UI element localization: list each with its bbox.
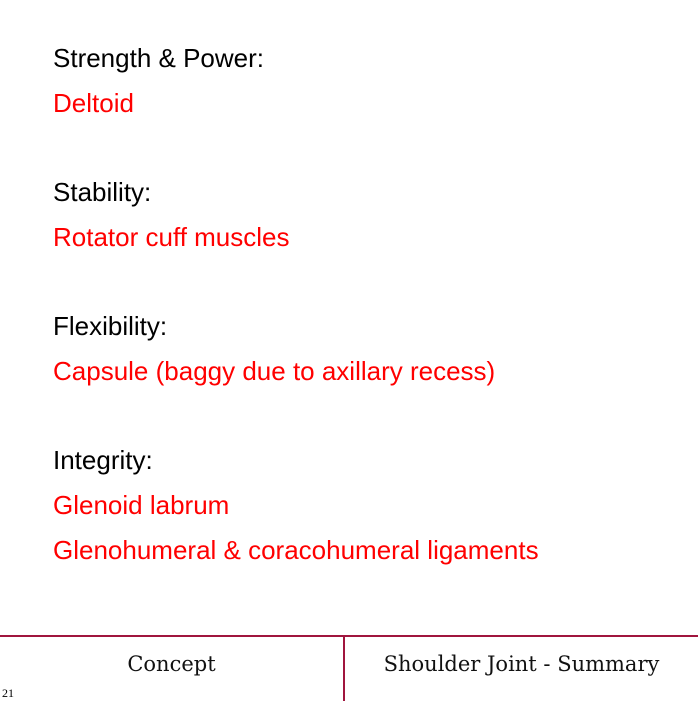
footer-rule bbox=[0, 635, 698, 637]
footer-slide-title: Shoulder Joint - Summary bbox=[383, 652, 660, 676]
page-number: 21 bbox=[2, 686, 14, 700]
spacer bbox=[53, 396, 683, 440]
section-label: Flexibility: bbox=[53, 311, 168, 341]
section-value: Capsule (baggy due to axillary recess) bbox=[53, 356, 496, 386]
section-label: Strength & Power: bbox=[53, 43, 264, 73]
section-value: Glenoid labrum bbox=[53, 490, 230, 520]
section-flexibility bbox=[53, 306, 683, 396]
section-stability bbox=[53, 172, 683, 262]
spacer bbox=[53, 128, 683, 172]
spacer bbox=[53, 262, 683, 306]
section-strength-power bbox=[53, 38, 683, 128]
section-value: Rotator cuff muscles bbox=[53, 222, 290, 252]
section-value: Glenohumeral & coracohumeral ligaments bbox=[53, 535, 539, 565]
slide-content bbox=[53, 38, 683, 575]
section-label: Integrity: bbox=[53, 445, 153, 475]
section-value: Deltoid bbox=[53, 88, 134, 118]
section-label: Stability: bbox=[53, 177, 152, 207]
footer-section-title: Concept bbox=[127, 652, 216, 676]
section-integrity bbox=[53, 440, 683, 575]
